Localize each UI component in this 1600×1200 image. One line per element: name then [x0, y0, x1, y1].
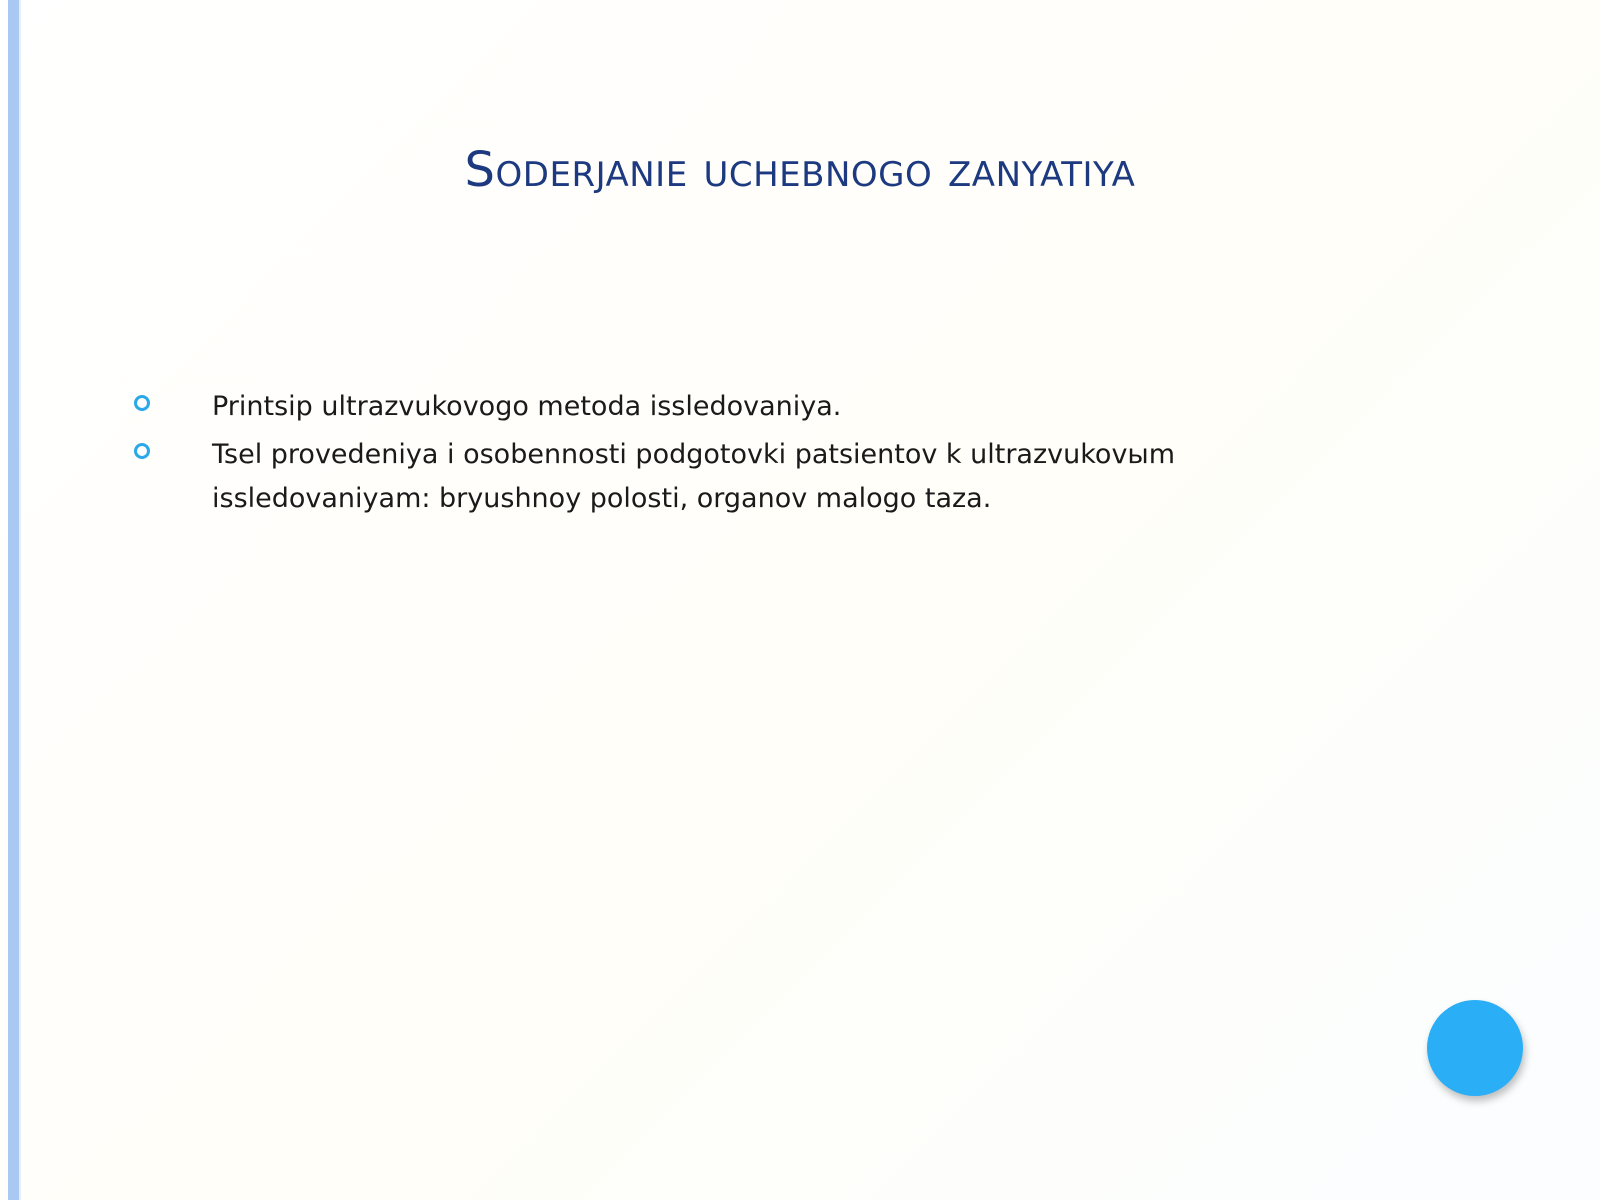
bullet-item: [0, 433, 1600, 521]
bullet-text: Tsel provedeniya i osobennosti podgotovki patsientov k ultrazvukovыm issledovaniyam: bryushnoy polosti, organov malogo taza.: [212, 439, 1176, 514]
bullet-item: [0, 385, 1600, 429]
hollow-circle-bullet-icon: [134, 443, 150, 459]
blue-circle-icon[interactable]: [1427, 1000, 1523, 1096]
hollow-circle-bullet-icon: [134, 395, 150, 411]
slide-title: Soderjanie uchebnogo zanyatiya: [464, 142, 1136, 198]
bullet-text: Printsip ultrazvukovogo metoda issledovaniya.: [212, 391, 842, 422]
bullet-list: [0, 385, 1600, 525]
